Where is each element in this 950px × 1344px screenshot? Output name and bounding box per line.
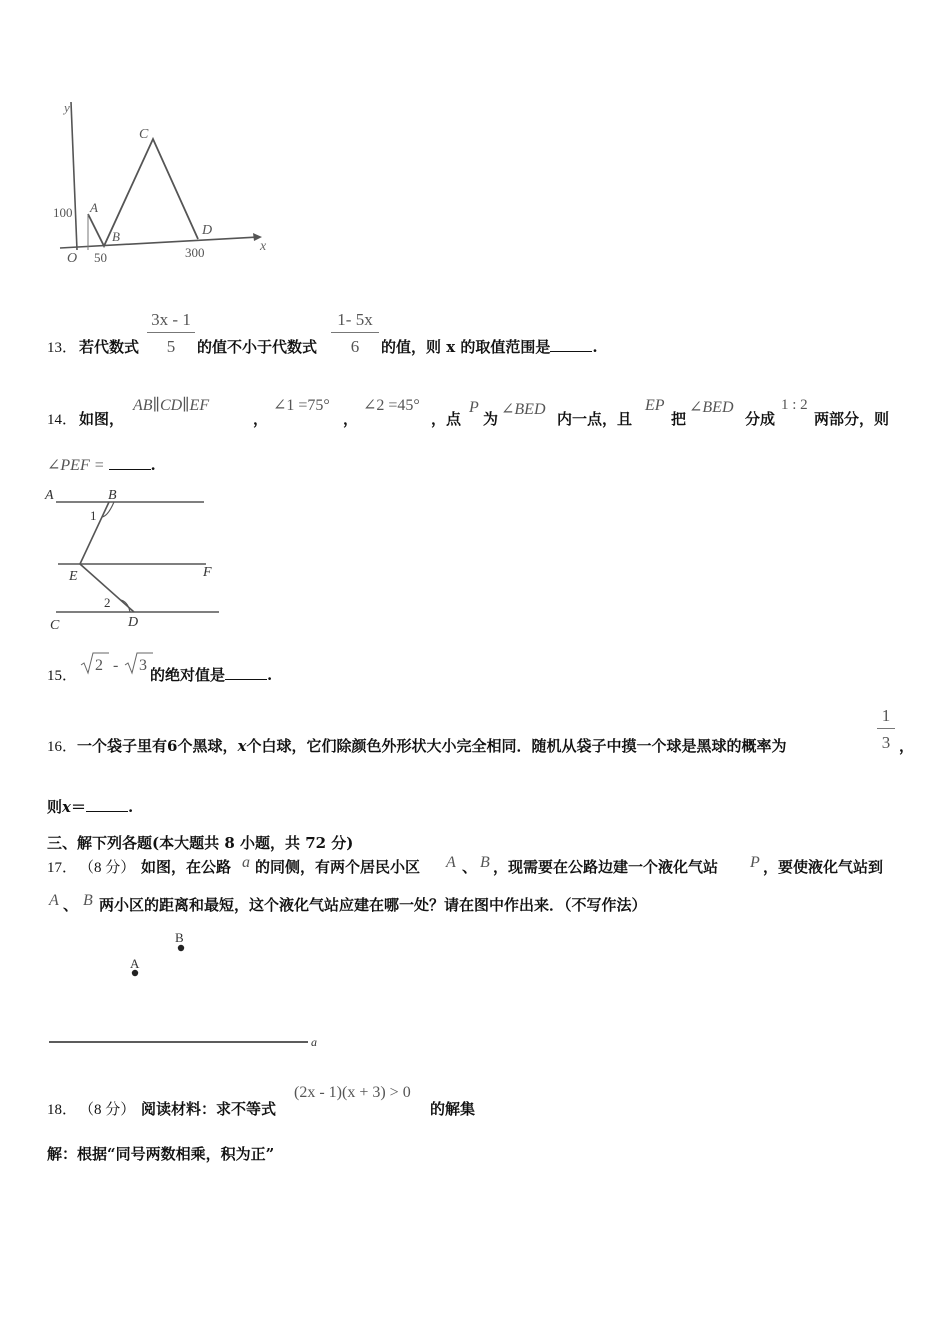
q13-middle: 的值不小于代数式 — [197, 338, 318, 356]
point-a-label: A — [130, 956, 140, 971]
question-14-answer — [47, 455, 156, 479]
q17-text-4: ，要使液化气站到 — [763, 858, 884, 876]
tick-300-label: 300 — [185, 245, 205, 260]
point-b-label: B — [112, 229, 120, 244]
label-e: E — [69, 569, 78, 584]
q18-text-2: 的解集 — [430, 1100, 476, 1118]
q14-comma1: ， — [253, 410, 269, 428]
q17-text-1: 如图，在公路 — [141, 858, 232, 876]
q13-fraction-1 — [147, 310, 195, 357]
q17-score: （8 分） — [79, 860, 136, 876]
tick-50-label: 50 — [94, 250, 107, 265]
point-d-label: D — [202, 223, 213, 238]
q13-lead: 若代数式 — [79, 338, 140, 356]
q16-number: 16． — [47, 739, 78, 755]
q14-ratio: 1 : 2 — [781, 397, 808, 413]
q13-frac2-denominator: 6 — [350, 337, 360, 356]
q15-end: . — [267, 666, 273, 684]
q14-end: . — [150, 456, 156, 474]
question-17-line2 — [47, 890, 927, 916]
q16-line1 — [47, 735, 786, 756]
answer-blank[interactable] — [550, 339, 592, 352]
q16-x: x — [237, 737, 247, 755]
label-f: F — [203, 565, 212, 580]
q17-road-a: a — [242, 854, 250, 871]
road-label: a — [311, 1035, 317, 1049]
q14-ep: EP — [645, 397, 665, 414]
q15-number: 15． — [47, 668, 78, 684]
q14-point-p: P — [469, 399, 479, 416]
label-c: C — [50, 618, 60, 633]
q18-number: 18． — [47, 1102, 78, 1118]
sqrt-radicand-2: 3 — [139, 657, 147, 674]
q14-number: 14． — [47, 412, 78, 428]
tick-100-label: 100 — [53, 205, 73, 220]
answer-blank[interactable] — [86, 799, 128, 812]
q13-tail-text: 的值，则 x 的取值范围是 — [381, 338, 551, 356]
q16-text-c: 个白球，它们除颜色外形状大小完全相同．随机从袋子中摸一个球是黑球的概率为 — [246, 737, 787, 755]
q14-angle-bed: ∠BED — [501, 401, 546, 418]
q13-number: 13． — [47, 340, 78, 356]
x-axis-label: x — [260, 239, 267, 254]
q17-text-3: ，现需要在公路边建一个液化气站 — [493, 858, 719, 876]
y-axis — [71, 102, 77, 250]
minus-sign: - — [113, 657, 119, 674]
question-15 — [47, 650, 447, 684]
q16-line2-b: ＝ — [70, 798, 86, 816]
q14-text-1: ，点 — [431, 410, 462, 428]
label-angle-1: 1 — [90, 508, 97, 523]
q13-tail — [381, 336, 598, 357]
q16-fraction — [877, 706, 895, 753]
q16-text-a: 一个袋子里有 — [77, 737, 168, 755]
road-figure — [46, 924, 336, 1054]
q16-frac-numerator: 1 — [877, 706, 895, 729]
label-d: D — [128, 615, 139, 630]
point-c-label: C — [139, 127, 149, 142]
q14-text-5: 分成 — [745, 410, 776, 428]
graph-figure — [50, 100, 290, 270]
q14-text-2: 为 — [483, 410, 499, 428]
q18-text-1: 阅读材料：求不等式 — [141, 1100, 277, 1118]
q15-tail-text: 的绝对值是 — [150, 666, 226, 684]
question-17 — [47, 852, 927, 878]
q13-fraction-2 — [331, 310, 379, 357]
q16-frac-denominator: 3 — [881, 733, 891, 752]
q17-l2-sep: 、 — [63, 896, 79, 914]
q14-angle-bed-2: ∠BED — [689, 399, 734, 416]
q14-comma2: ， — [343, 410, 359, 428]
q18-solution: 解：根据“同号两数相乘，积为正” — [47, 1145, 275, 1163]
point-a-label: A — [90, 200, 98, 215]
label-b: B — [108, 488, 117, 503]
q14-parallel: AB∥CD∥EF — [133, 397, 210, 414]
q14-ask: ∠PEF = — [47, 457, 105, 474]
q17-l2-text: 两小区的距离和最短，这个液化气站应建在哪一处？请在图中作出来．（不写作法） — [99, 896, 647, 914]
answer-blank[interactable] — [225, 667, 267, 680]
graph-line — [88, 139, 198, 246]
question-13 — [47, 310, 927, 360]
x-axis — [60, 237, 258, 248]
section-3-title: 三、解下列各题(本大题共 8 小题，共 72 分) — [47, 834, 354, 852]
origin-label: O — [67, 251, 78, 266]
label-a: A — [45, 488, 54, 503]
q14-text-6: 两部分，则 — [814, 410, 890, 428]
q14-text-3: 内一点，且 — [557, 410, 633, 428]
q15-tail — [150, 664, 272, 685]
question-18 — [47, 1082, 747, 1116]
sqrt-radicand-1: 2 — [95, 657, 103, 674]
question-14 — [47, 395, 927, 428]
q16-count: 6 — [167, 737, 178, 755]
q16-comma: ， — [899, 737, 915, 755]
parallel-lines-figure — [44, 484, 234, 634]
y-axis-label: y — [64, 100, 70, 115]
q17-point-b: B — [480, 854, 490, 871]
q18-score: （8 分） — [79, 1102, 136, 1118]
point-b-dot — [178, 945, 184, 951]
q17-point-a: A — [446, 854, 456, 871]
q13-end: . — [592, 338, 598, 356]
question-16 — [47, 706, 927, 760]
q16-end: . — [127, 798, 134, 816]
q18-inequality: (2x - 1)(x + 3) > 0 — [294, 1084, 411, 1101]
q14-angle1: ∠1 =75° — [273, 397, 330, 414]
q17-text-2: 的同侧，有两个居民小区 — [255, 858, 421, 876]
q17-number: 17． — [47, 860, 78, 876]
q13-frac1-denominator: 5 — [166, 337, 176, 356]
q17-l2-point-a: A — [49, 892, 59, 909]
q16-line2-a: 则 — [47, 798, 63, 816]
label-angle-2: 2 — [104, 595, 111, 610]
q13-frac2-numerator: 1- 5x — [331, 310, 379, 333]
q14-text-4: 把 — [671, 410, 687, 428]
q17-point-p: P — [750, 854, 760, 871]
q14-lead: 如图， — [79, 410, 125, 428]
question-16-answer — [47, 796, 133, 817]
q14-angle2: ∠2 =45° — [363, 397, 420, 414]
q17-sep: 、 — [462, 858, 478, 876]
q13-frac1-numerator: 3x - 1 — [147, 310, 195, 333]
point-b-label: B — [175, 930, 184, 945]
answer-blank[interactable] — [109, 457, 151, 470]
q16-line2-x: x — [62, 798, 71, 816]
q16-text-b: 个黑球， — [177, 737, 238, 755]
q17-l2-point-b: B — [83, 892, 93, 909]
